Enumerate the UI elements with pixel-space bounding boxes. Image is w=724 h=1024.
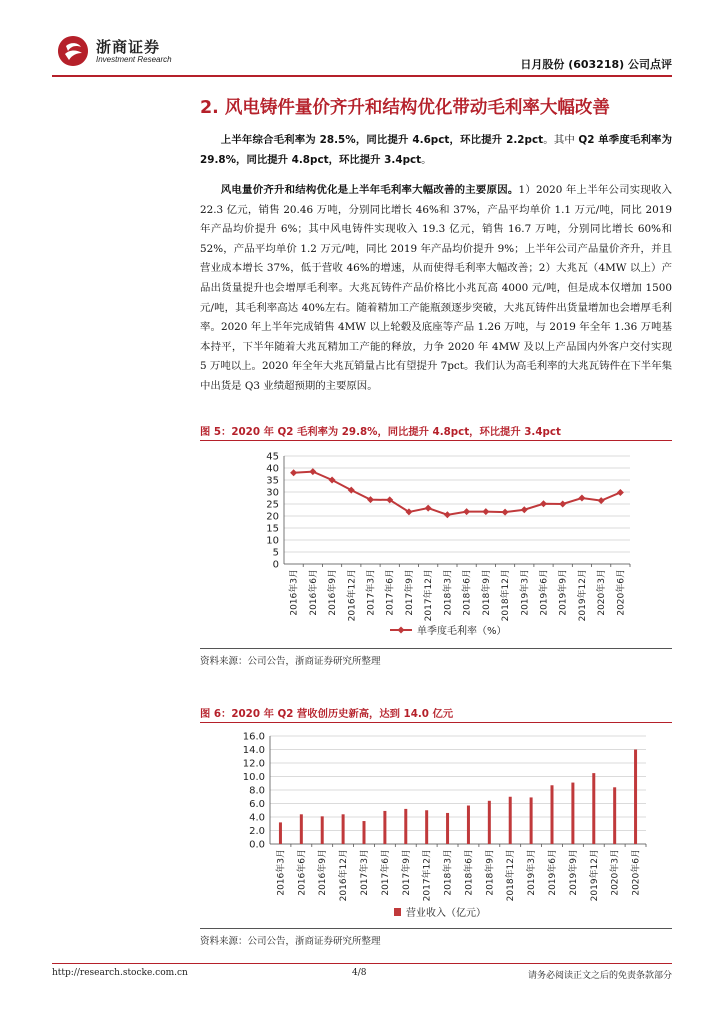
figure5-source-rule — [200, 648, 672, 649]
x-tick-label: 2016年9月 — [328, 569, 339, 616]
y-tick-label: 2.0 — [249, 826, 265, 837]
x-tick-label: 2019年6月 — [539, 569, 550, 616]
data-point-gross-margin — [290, 469, 297, 476]
x-tick-label: 2016年6月 — [297, 849, 308, 896]
x-tick-label: 2020年3月 — [610, 849, 621, 896]
data-point-gross-margin — [482, 508, 489, 515]
data-point-gross-margin — [425, 505, 432, 512]
x-tick-label: 2018年9月 — [481, 569, 492, 616]
figure5-gross-margin-line-chart — [200, 446, 672, 646]
footer-divider — [52, 963, 672, 964]
x-tick-label: 2018年9月 — [485, 849, 496, 896]
y-tick-label: 40 — [266, 463, 279, 475]
paragraph-reasons — [200, 181, 672, 397]
figure5-title: 图 5：2020 年 Q2 毛利率为 29.8%，同比提升 4.8pct，环比提升 3.4pct — [200, 426, 561, 438]
x-tick-label: 2018年12月 — [506, 849, 517, 902]
legend-label: 单季度毛利率（%） — [417, 626, 507, 637]
paragraph-gross-margin-bold-b: Q2 单季度毛利率为 29.8%，同比提升 4.8pct，环比提升 3.4pct — [200, 134, 672, 166]
bar-revenue — [634, 750, 637, 845]
bar-revenue — [509, 797, 512, 844]
x-tick-label: 2016年3月 — [276, 849, 287, 896]
footer-url[interactable]: http://research.stocke.com.cn — [52, 968, 188, 978]
header-divider — [52, 75, 672, 77]
paragraph-gross-margin-end: 。 — [421, 153, 432, 166]
x-tick-label: 2017年12月 — [424, 569, 435, 622]
figure6-revenue-bar-chart — [200, 728, 672, 926]
x-tick-label: 2017年6月 — [385, 569, 396, 616]
bar-revenue — [383, 811, 386, 844]
bar-revenue — [551, 785, 554, 844]
x-tick-label: 2016年12月 — [347, 569, 358, 622]
x-tick-label: 2018年12月 — [501, 569, 512, 622]
bar-revenue — [404, 809, 407, 844]
x-tick-label: 2016年3月 — [289, 569, 300, 616]
x-tick-label: 2019年12月 — [589, 849, 600, 902]
y-tick-label: 10.0 — [242, 772, 265, 783]
x-tick-label: 2019年9月 — [558, 569, 569, 616]
y-tick-label: 14.0 — [242, 745, 265, 756]
x-tick-label: 2017年3月 — [360, 849, 370, 896]
data-point-gross-margin — [521, 506, 528, 513]
data-point-gross-margin — [444, 511, 451, 518]
y-tick-label: 8.0 — [249, 785, 265, 797]
legend-marker-swatch — [398, 627, 405, 634]
x-tick-label: 2018年3月 — [443, 569, 454, 616]
bar-revenue — [279, 822, 282, 844]
x-tick-label: 2017年12月 — [422, 849, 433, 902]
footer-page-number: 4/8 — [352, 968, 367, 978]
bar-revenue — [425, 810, 428, 844]
x-tick-label: 2020年6月 — [616, 569, 627, 616]
paragraph-gross-margin — [200, 131, 672, 170]
figure6-title: 图 6：2020 年 Q2 营收创历史新高，达到 14.0 亿元 — [200, 708, 454, 720]
x-tick-label: 2019年3月 — [527, 849, 538, 896]
y-tick-label: 35 — [266, 475, 279, 487]
y-tick-label: 0 — [272, 559, 279, 571]
y-tick-label: 15 — [266, 523, 279, 535]
legend-label: 营业收入（亿元） — [406, 908, 486, 919]
data-point-gross-margin — [348, 487, 355, 494]
x-tick-label: 2018年6月 — [464, 849, 475, 896]
x-tick-label: 2019年3月 — [520, 569, 531, 616]
bar-revenue — [321, 816, 324, 844]
x-tick-label: 2017年3月 — [366, 569, 377, 616]
bar-revenue — [488, 801, 491, 844]
data-point-gross-margin — [559, 501, 566, 508]
data-point-gross-margin — [578, 495, 585, 502]
figure5-title-rule — [200, 440, 672, 441]
figure6-title-rule — [200, 722, 672, 723]
bar-revenue — [592, 773, 595, 844]
data-point-gross-margin — [502, 509, 509, 516]
paragraph-reasons-bold: 风电量价齐升和结构优化是上半年毛利率大幅改善的主要原因。 — [220, 184, 519, 196]
y-tick-label: 5 — [272, 547, 279, 559]
bar-revenue — [613, 787, 616, 844]
figure6-source-rule — [200, 928, 672, 929]
y-tick-label: 45 — [266, 451, 279, 463]
x-tick-label: 2019年12月 — [577, 569, 588, 622]
x-tick-label: 2017年9月 — [404, 569, 415, 616]
figure5-source: 资料来源：公司公告，浙商证券研究所整理 — [200, 656, 381, 667]
x-tick-label: 2020年3月 — [597, 569, 608, 616]
data-point-gross-margin — [540, 500, 547, 507]
bar-revenue — [363, 821, 366, 844]
footer-disclaimer: 请务必阅读正文之后的免责条款部分 — [527, 971, 672, 981]
bar-revenue — [342, 814, 345, 844]
bar-revenue — [467, 806, 470, 844]
x-tick-label: 2016年6月 — [308, 569, 319, 616]
figure6-source: 资料来源：公司公告，浙商证券研究所整理 — [200, 936, 381, 947]
y-tick-label: 20 — [266, 511, 279, 523]
y-tick-label: 16.0 — [242, 731, 265, 743]
legend-bar-swatch — [394, 908, 401, 916]
x-tick-label: 2017年6月 — [380, 849, 391, 896]
broker-logo-icon — [56, 34, 90, 68]
bar-revenue — [571, 783, 574, 844]
data-point-gross-margin — [463, 508, 470, 515]
bar-revenue — [530, 797, 533, 844]
y-tick-label: 10 — [266, 535, 279, 547]
y-tick-label: 0.0 — [249, 839, 265, 851]
series-line-gross-margin — [294, 472, 621, 515]
x-tick-label: 2016年12月 — [339, 849, 350, 902]
paragraph-reasons-text: 1）2020 年上半年公司实现收入 22.3 亿元，销售 20.46 万吨，分别同比增长 46%和 37%，产品平均单价 1.1 万元/吨，同比 2019 年产品均价提升 6%；其中风电铸件实现收入 19.3 亿元，销售 16.7 万吨，分别同比增长 60%和 52%，产品平均单价 1.2 万元/吨，同比 2019 年产品均价提升 9%；上半年公司产品量价齐升，并且营业成本增长 37%，低于营收 46%的增速，从而使得毛利率大幅改善；2）大兆瓦（4MW 以上）产品出货量提升也会增厚毛利率。大兆瓦铸件产品价格比小兆瓦高 4000 元/吨，但是成本仅增加 1500 元/吨，其毛利率高达 40%左右。随着精加工产能瓶颈逐步突破，大兆瓦铸件出货量增加也会增厚毛利率。2020 年上半年完成销售 4MW 以上轮毂及底座等产品 1.26 万吨，与 2019 年全年 1.36 万吨基本持平，下半年随着大兆瓦精加工产能的释放，力争 2020 年 4MW 及以上产品国内外客户交付实现 5 万吨以上。2020 年全年大兆瓦销量占比有望提升 7pct。我们认为高毛利率的大兆瓦铸件在下半年集中出货是 Q3 业绩超预期的主要原因。 — [200, 184, 673, 392]
x-tick-label: 2018年3月 — [443, 849, 454, 896]
broker-name-en: Investment Research — [96, 55, 172, 64]
y-tick-label: 4.0 — [249, 812, 265, 824]
x-tick-label: 2019年6月 — [548, 849, 558, 896]
x-tick-label: 2016年9月 — [318, 849, 329, 896]
paragraph-gross-margin-bold-a: 上半年综合毛利率为 28.5%，同比提升 4.6pct，环比提升 2.2pct — [220, 134, 544, 146]
section-title: 2. 风电铸件量价齐升和结构优化带动毛利率大幅改善 — [200, 98, 610, 118]
data-point-gross-margin — [617, 489, 624, 496]
bar-revenue — [446, 813, 449, 844]
bar-revenue — [300, 814, 303, 844]
data-point-gross-margin — [329, 477, 336, 484]
x-tick-label: 2017年9月 — [401, 849, 412, 896]
data-point-gross-margin — [598, 497, 605, 504]
paragraph-gross-margin-mid: 。其中 — [543, 134, 579, 146]
y-tick-label: 12.0 — [242, 758, 265, 770]
x-tick-label: 2018年6月 — [462, 569, 473, 616]
report-tag: 日月股份 (603218) 公司点评 — [520, 58, 672, 71]
y-tick-label: 30 — [266, 487, 279, 499]
y-tick-label: 6.0 — [249, 799, 265, 810]
x-tick-label: 2020年6月 — [631, 849, 642, 896]
broker-name-cn: 浙商证券 — [96, 38, 161, 56]
x-tick-label: 2019年9月 — [568, 849, 579, 896]
data-point-gross-margin — [367, 496, 374, 503]
y-tick-label: 25 — [266, 499, 279, 511]
data-point-gross-margin — [309, 468, 316, 475]
